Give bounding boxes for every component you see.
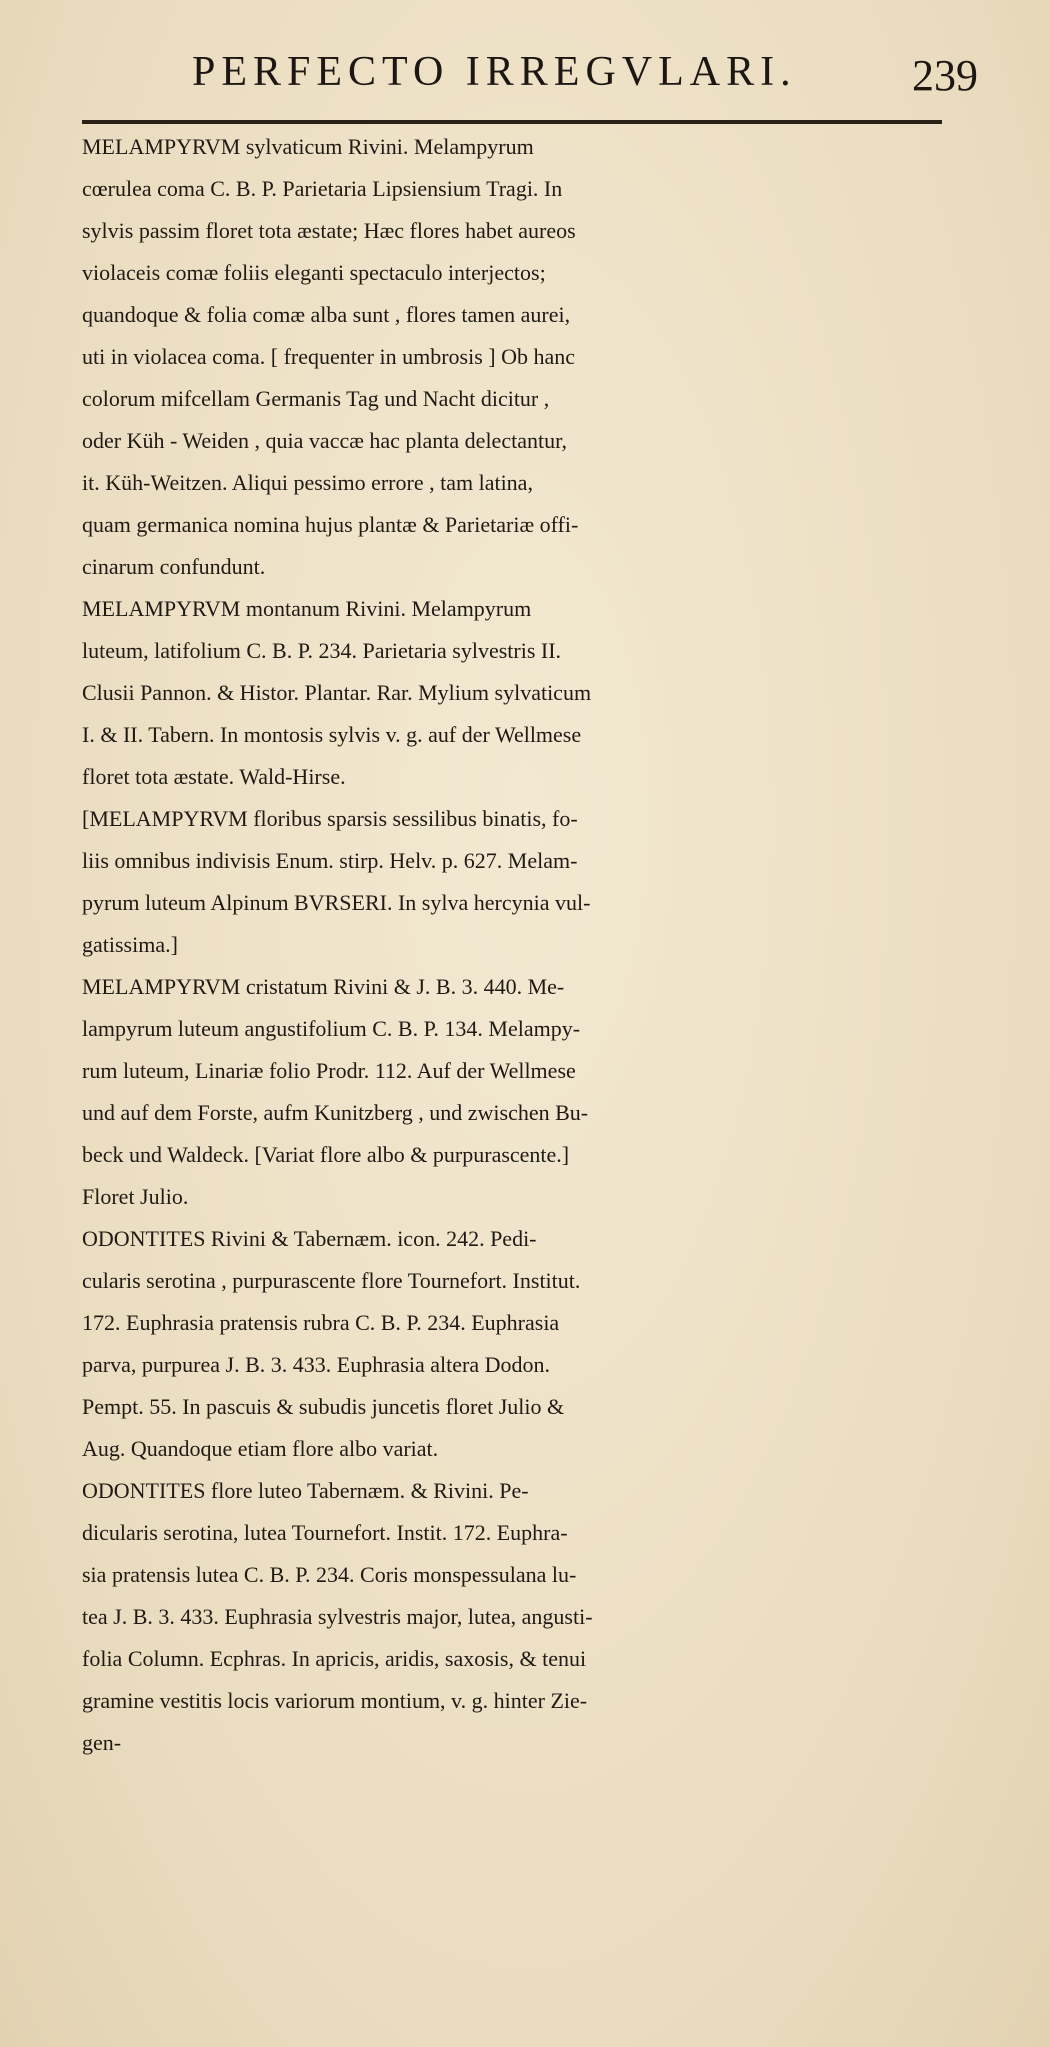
text-line: beck und Waldeck. [Variat flore albo & purpurascente.] xyxy=(82,1142,570,1167)
running-title: PERFECTO IRREGVLARI. xyxy=(192,49,797,95)
text-line: folia Column. Ecphras. In apricis, aridis, saxosis, & tenui xyxy=(82,1646,587,1671)
text-line: oder Küh - Weiden , quia vaccæ hac planta delectantur, xyxy=(82,428,568,453)
text-line: floret tota æstate. Wald-Hirse. xyxy=(82,764,346,789)
text-line: liis omnibus indivisis Enum. stirp. Helv. p. 627. Melam- xyxy=(82,848,578,873)
text-line: cœrulea coma C. B. P. Parietaria Lipsiensium Tragi. In xyxy=(82,176,563,201)
text-line: it. Küh-Weitzen. Aliqui pessimo errore , tam latina, xyxy=(82,470,533,495)
text-line: MELAMPYRVM sylvaticum Rivini. Melampyrum xyxy=(82,134,534,159)
text-line: colorum mifcellam Germanis Tag und Nacht dicitur , xyxy=(82,386,550,411)
text-line: sylvis passim floret tota æstate; Hæc flores habet aureos xyxy=(82,218,576,243)
text-line: quam germanica nomina hujus plantæ & Parietariæ offi- xyxy=(82,512,579,537)
text-line: luteum, latifolium C. B. P. 234. Parietaria sylvestris II. xyxy=(82,638,562,663)
page-number: 239 xyxy=(912,51,978,100)
text-line: ODONTITES flore luteo Tabernæm. & Rivini. Pe- xyxy=(82,1478,529,1503)
text-line: cularis serotina , purpurascente flore Tournefort. Institut. xyxy=(82,1268,581,1293)
text-line: MELAMPYRVM cristatum Rivini & J. B. 3. 440. Me- xyxy=(82,974,565,999)
body-text xyxy=(82,126,962,1764)
book-page xyxy=(82,40,1042,1755)
text-line: Floret Julio. xyxy=(82,1184,189,1209)
text-line: I. & II. Tabern. In montosis sylvis v. g. auf der Wellmese xyxy=(82,722,582,747)
text-line: parva, purpurea J. B. 3. 433. Euphrasia altera Dodon. xyxy=(82,1352,550,1377)
text-line: und auf dem Forste, aufm Kunitzberg , und zwischen Bu- xyxy=(82,1100,589,1125)
text-line: Clusii Pannon. & Histor. Plantar. Rar. Mylium sylvaticum xyxy=(82,680,592,705)
text-line: lampyrum luteum angustifolium C. B. P. 134. Melampy- xyxy=(82,1016,581,1041)
text-line: MELAMPYRVM montanum Rivini. Melampyrum xyxy=(82,596,532,621)
text-line: dicularis serotina, lutea Tournefort. Instit. 172. Euphra- xyxy=(82,1520,568,1545)
text-line: uti in violacea coma. [ frequenter in umbrosis ] Ob hanc xyxy=(82,344,576,369)
text-line: Pempt. 55. In pascuis & subudis juncetis floret Julio & xyxy=(82,1394,565,1419)
text-line: sia pratensis lutea C. B. P. 234. Coris monspessulana lu- xyxy=(82,1562,577,1587)
text-line: cinarum confundunt. xyxy=(82,554,266,579)
text-line: 172. Euphrasia pratensis rubra C. B. P. 234. Euphrasia xyxy=(82,1310,560,1335)
text-line: violaceis comæ foliis eleganti spectaculo interjectos; xyxy=(82,260,546,285)
text-line: Aug. Quandoque etiam flore albo variat. xyxy=(82,1436,439,1461)
page-header xyxy=(82,40,1042,106)
text-line: pyrum luteum Alpinum BVRSERI. In sylva hercynia vul- xyxy=(82,890,591,915)
text-line: gen- xyxy=(82,1730,122,1755)
text-line: ODONTITES Rivini & Tabernæm. icon. 242. Pedi- xyxy=(82,1226,537,1251)
text-line: quandoque & folia comæ alba sunt , flores tamen aurei, xyxy=(82,302,571,327)
text-line: gatissima.] xyxy=(82,932,178,957)
header-rule xyxy=(82,120,942,124)
text-line: rum luteum, Linariæ folio Prodr. 112. Auf der Wellmese xyxy=(82,1058,576,1083)
text-line: tea J. B. 3. 433. Euphrasia sylvestris major, lutea, angusti- xyxy=(82,1604,593,1629)
text-line: gramine vestitis locis variorum montium, v. g. hinter Zie- xyxy=(82,1688,588,1713)
text-line: [MELAMPYRVM floribus sparsis sessilibus binatis, fo- xyxy=(82,806,578,831)
